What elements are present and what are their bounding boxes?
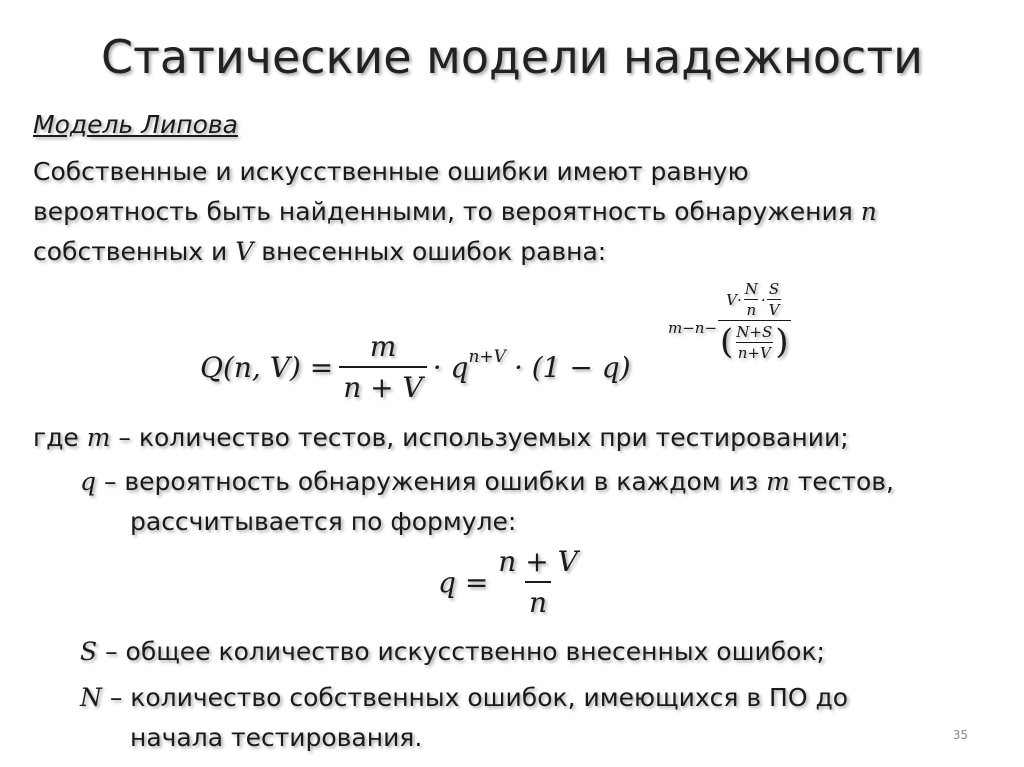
model-subtitle: Модель Липова xyxy=(33,110,238,139)
exponent-s-num: S xyxy=(768,280,780,298)
exponent-dot: · xyxy=(760,290,766,309)
one-minus-q: · (1 − q) xyxy=(513,350,631,384)
formula-q-denominator: n xyxy=(525,581,551,619)
q-exponent: n+V xyxy=(468,347,506,367)
fraction-numerator: m xyxy=(369,330,397,363)
formula-q xyxy=(438,545,588,619)
intro-line-1: Собственные и искусственные ошибки имеют равную xyxy=(33,157,749,186)
definition-s xyxy=(80,632,1000,672)
formula-main-fraction xyxy=(339,330,427,404)
exponent-s-den: V xyxy=(768,301,780,319)
formula-main xyxy=(200,330,631,404)
fraction-denominator: n + V xyxy=(339,366,427,404)
exponent-bottom-num: N+S xyxy=(736,322,773,341)
slide-number: 35 xyxy=(952,728,968,742)
intro-line-3-text: собственных и xyxy=(33,237,236,266)
exponent-n-den: n xyxy=(746,301,757,319)
formula-lhs: Q(n, V) = xyxy=(200,350,334,384)
intro-line-2-text: вероятность быть найденными, то вероятность обнаружения xyxy=(33,197,861,226)
definition-q-line-1 xyxy=(80,462,1000,502)
var-s: S xyxy=(80,637,98,666)
exponent-fraction-top xyxy=(724,280,784,320)
exponent-n-num: N xyxy=(744,280,758,298)
definition-m xyxy=(33,418,998,458)
formula-q-numerator: n + V xyxy=(498,545,578,578)
intro-line-2 xyxy=(33,192,998,232)
exponent-bottom-den: n+V xyxy=(737,343,771,362)
intro-line-3 xyxy=(33,232,998,272)
definition-n-line-1 xyxy=(80,678,1000,718)
exponent-s-frac xyxy=(767,280,782,319)
exponent-prefix: m−n− xyxy=(668,319,718,337)
exponent-n-frac xyxy=(743,280,760,319)
intro-line-3-end: внесенных ошибок равна: xyxy=(253,237,607,266)
var-q: q xyxy=(80,467,97,496)
definition-q-end: тестов, xyxy=(789,467,894,496)
var-n-upper: N xyxy=(80,683,102,712)
exponent-bottom-frac xyxy=(734,323,774,362)
exponent-fraction-bottom xyxy=(718,320,791,362)
definition-n-text: – количество собственных ошибок, имеющихся в ПО до xyxy=(101,683,849,712)
exponent-fraction xyxy=(718,280,791,362)
definition-n-line-2: начала тестирования. xyxy=(130,723,423,752)
var-m: m xyxy=(86,423,111,452)
slide-title: Статические модели надежности xyxy=(100,30,924,84)
paren-open: ( xyxy=(720,322,734,362)
formula-q-fraction xyxy=(494,545,582,619)
definition-n xyxy=(80,678,1000,758)
definition-s-text: – общее количество искусственно внесенных ошибок; xyxy=(97,637,825,666)
definition-q-line-2: рассчитывается по формуле: xyxy=(130,507,517,536)
q-base: · q xyxy=(432,350,469,384)
formula-exponent xyxy=(668,280,792,362)
definition-m-pre: где xyxy=(33,423,87,452)
var-v: V xyxy=(235,237,254,266)
paren-close: ) xyxy=(775,322,789,362)
intro-paragraph xyxy=(33,152,998,272)
formula-q-lhs: q = xyxy=(438,565,489,599)
exponent-row xyxy=(668,280,792,362)
definition-q-text: – вероятность обнаружения ошибки в каждом из xyxy=(96,467,767,496)
definition-m-text: – количество тестов, используемых при тестировании; xyxy=(110,423,849,452)
var-n: n xyxy=(860,197,877,226)
var-m-2: m xyxy=(766,467,790,496)
definition-q xyxy=(80,462,1000,542)
exponent-v: V· xyxy=(726,290,742,309)
